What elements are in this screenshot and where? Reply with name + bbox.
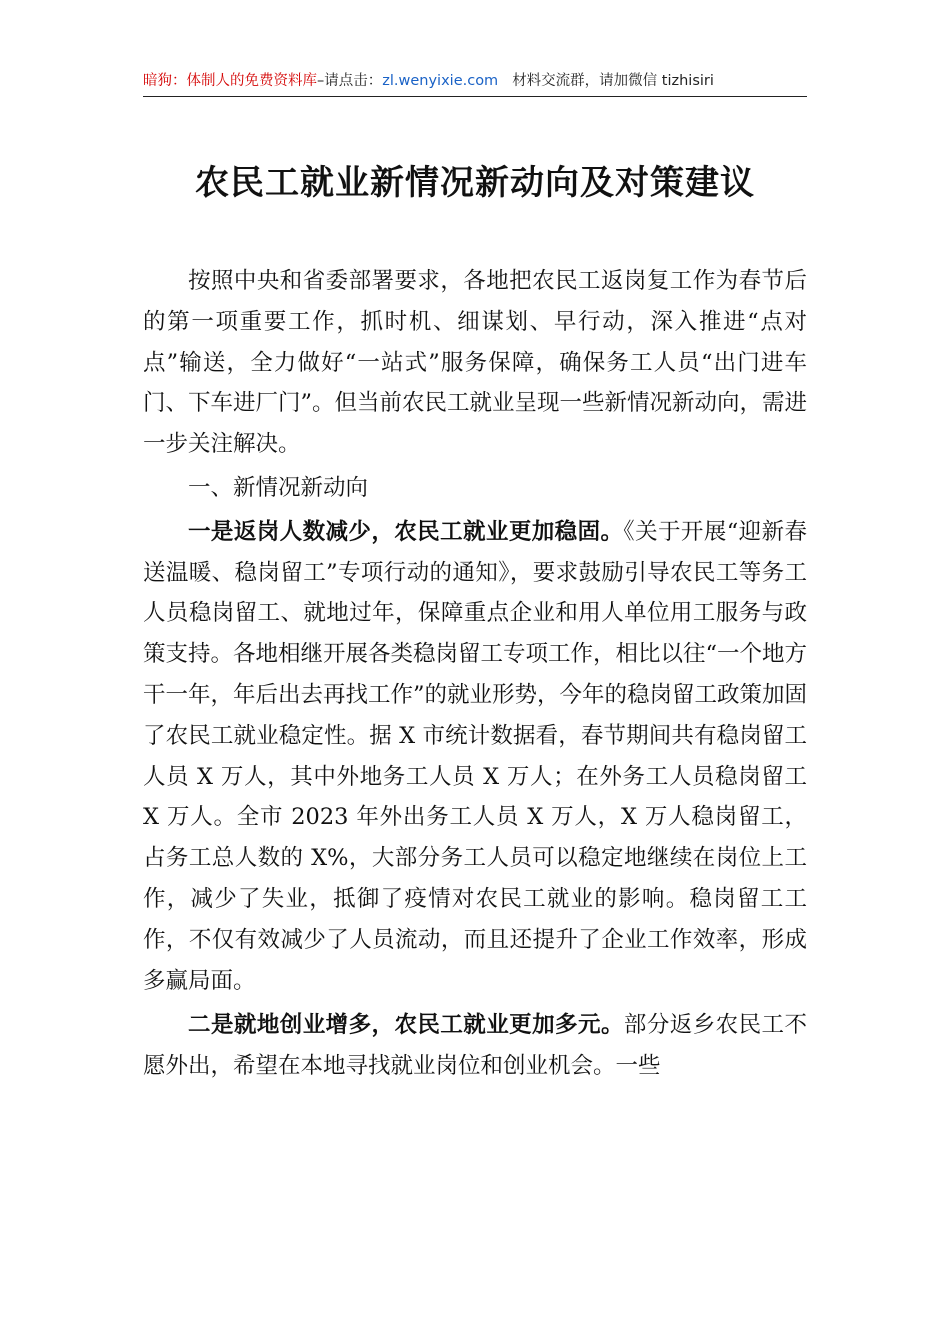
point-1-lead: 一是返岗人数减少，农民工就业更加稳固。 (188, 518, 624, 545)
point-1-text: 《关于开展“迎新春送温暖、稳岗留工”专项行动的通知》，要求鼓励引导农民工等务工人员稳岗留工、就地过年，保障重点企业和用人单位用工服务与政策支持。各地相继开展各类稳岗留工专项工作，相比以往“一个地方干一年，年后出去再找工作”的就业形势，今年的稳岗留工政策加固了农民工就业稳定性。据 X 市统计数据看，春节期间共有稳岗留工人员 X 万人，其中外地务工人员 X 万人；在外务工人员稳岗留工 X 万人。全市 2023 年外出务工人员 X 万人，X 万人稳岗留工，占务工总人数的 X%，大部分务工人员可以稳定地继续在岗位上工作，减少了失业，抵御了疫情对农民工就业的影响。稳岗留工工作，不仅有效减少了人员流动，而且还提升了企业工作效率，形成多赢局面。 (143, 518, 808, 994)
point-2-paragraph (143, 1005, 807, 1087)
section-heading-1: 一、新情况新动向 (188, 474, 369, 501)
intro-paragraph: 按照中央和省委部署要求，各地把农民工返岗复工作为春节后的第一项重要工作，抓时机、细谋划、早行动，深入推进“点对点”输送，全力做好“一站式”服务保障，确保务工人员“出门进车门、下车进厂门”。但当前农民工就业呈现一些新情况新动向，需进一步关注解决。 (143, 268, 808, 458)
page-header (143, 66, 807, 97)
document-body (143, 261, 807, 1087)
point-1-paragraph (143, 512, 807, 1002)
header-prompt-text: –请点击： (317, 73, 383, 89)
document-title: 农民工就业新情况新动向及对策建议 (195, 163, 755, 203)
point-2-lead: 二是就地创业增多，农民工就业更加多元。 (188, 1012, 624, 1039)
point-2-text: 部分返乡农民工不愿外出，希望在本地寻找就业岗位和创业机会。一些 (143, 1012, 807, 1080)
header-site-link[interactable]: zl.wenyixie.com (382, 73, 499, 89)
header-group-text: 材料交流群，请加微信 tizhisiri (512, 73, 714, 89)
header-promo-text: 暗狗：体制人的免费资料库 (143, 73, 317, 89)
